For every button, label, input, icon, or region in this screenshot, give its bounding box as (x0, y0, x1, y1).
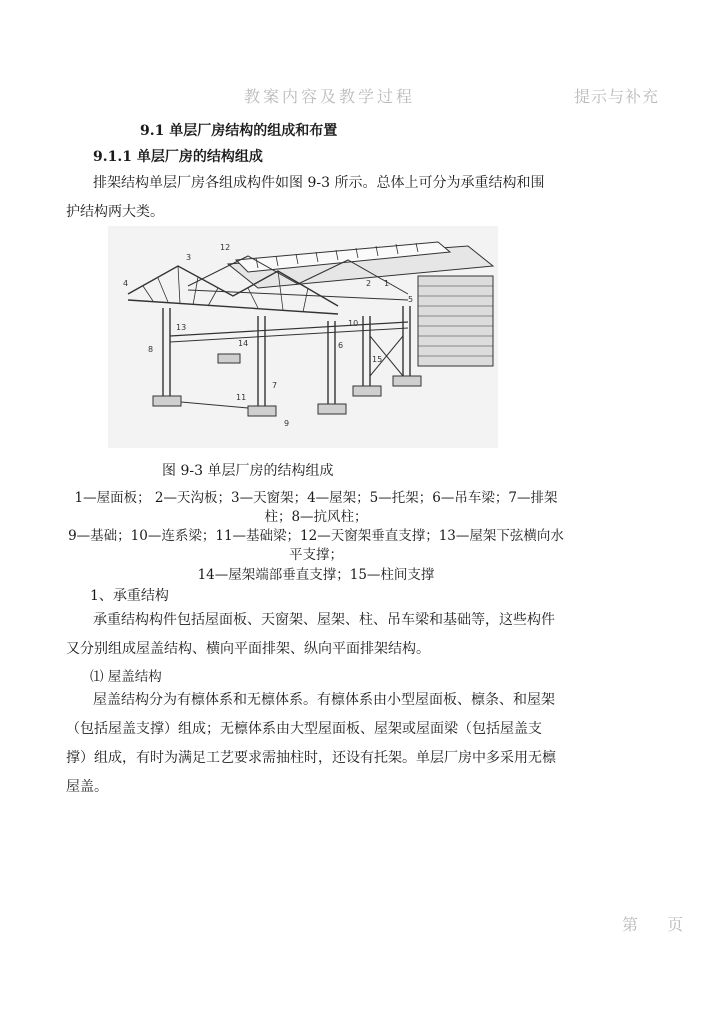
label-14: 14 (238, 339, 249, 348)
item-heading-1: 1、承重结构 (90, 588, 169, 604)
section-title: 9.1 单层厂房结构的组成和布置 (140, 123, 338, 139)
paragraph-roof-structure: 屋盖结构分为有檩体系和无檩体系。有檩体系由小型屋面板、檩条、和屋架（包括屋盖支撑）组成；无檩体系由大型屋面板、屋架或屋面梁（包括屋盖支撑）组成，有时为满足工艺要求需抽柱时，还设有托架。单层厂房中多采用无檩屋盖。 (66, 692, 556, 795)
header-left: 教案内容及教学过程 (244, 87, 416, 106)
label-5: 5 (408, 295, 414, 304)
label-10: 10 (348, 319, 359, 328)
page-footer: 第 页 (622, 915, 696, 934)
label-9: 9 (284, 419, 290, 428)
header-right: 提示与补充 (574, 87, 660, 106)
label-8: 8 (148, 345, 154, 354)
label-6: 6 (338, 341, 344, 350)
label-13: 13 (176, 323, 187, 332)
legend-line-3: 14—屋架端部垂直支撑；15—柱间支撑 (197, 567, 435, 583)
label-11: 11 (236, 393, 247, 402)
legend-line-1: 1—屋面板； 2—天沟板；3—天窗架；4—屋架；5—托架；6—吊车梁；7—排架柱；8—抗风柱； (74, 490, 558, 525)
paragraph-load-bearing: 承重结构构件包括屋面板、天窗架、屋架、柱、吊车梁和基础等，这些构件又分别组成屋盖结构、横向平面排架、纵向平面排架结构。 (66, 612, 555, 657)
figure-caption: 图 9-3 单层厂房的结构组成 (162, 463, 334, 479)
label-1: 1 (384, 279, 390, 288)
paragraph-intro: 排架结构单层厂房各组成构件如图 9-3 所示。总体上可分为承重结构和围护结构两大类。 (66, 175, 545, 220)
label-7: 7 (272, 381, 278, 390)
factory-structure-drawing (108, 226, 498, 448)
label-2: 2 (366, 279, 372, 288)
label-3: 3 (186, 253, 192, 262)
subsection-title: 9.1.1 单层厂房的结构组成 (93, 149, 263, 165)
item-heading-2: ⑴ 屋盖结构 (90, 669, 162, 685)
label-4: 4 (123, 279, 129, 288)
legend-line-2: 9—基础；10—连系梁；11—基础梁；12—天窗架垂直支撑；13—屋架下弦横向水平支撑； (68, 528, 564, 563)
label-15: 15 (372, 355, 383, 364)
label-12: 12 (220, 243, 231, 252)
structure-figure (108, 226, 498, 448)
